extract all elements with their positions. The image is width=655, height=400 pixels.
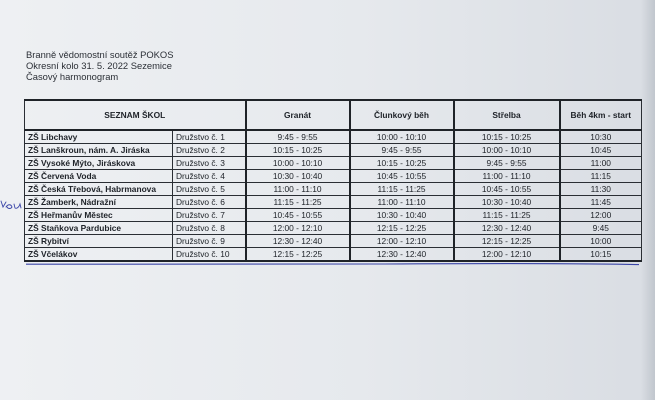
clunkovy-time: 10:30 - 10:40: [350, 209, 454, 222]
granat-time: 9:45 - 9:55: [246, 130, 350, 144]
strelba-time: 10:30 - 10:40: [454, 196, 560, 209]
beh-start-time: 10:30: [560, 130, 642, 144]
school-name: ZŠ Staňkova Pardubice: [25, 222, 173, 235]
clunkovy-time: 11:00 - 11:10: [350, 196, 454, 209]
team-label: Družstvo č. 1: [173, 130, 246, 144]
school-name: ZŠ Žamberk, Nádražní: [25, 196, 173, 209]
margin-note-handwriting: [0, 198, 26, 212]
school-name: ZŠ Heřmanův Městec: [25, 209, 173, 222]
strelba-time: 9:45 - 9:55: [454, 157, 560, 170]
table-row: [25, 144, 642, 157]
beh-start-time: 11:30: [560, 183, 642, 196]
beh-start-time: 12:00: [560, 209, 642, 222]
clunkovy-time: 10:45 - 10:55: [350, 170, 454, 183]
strelba-time: 12:15 - 12:25: [454, 235, 560, 248]
granat-time: 11:15 - 11:25: [246, 196, 350, 209]
clunkovy-time: 11:15 - 11:25: [350, 183, 454, 196]
granat-time: 10:45 - 10:55: [246, 209, 350, 222]
table-row: [25, 130, 642, 144]
table-row: [25, 235, 642, 248]
team-label: Družstvo č. 6: [173, 196, 246, 209]
team-label: Družstvo č. 5: [173, 183, 246, 196]
clunkovy-time: 12:15 - 12:25: [350, 222, 454, 235]
paper-shadow-edge: [641, 0, 655, 400]
school-name: ZŠ Včelákov: [25, 248, 173, 262]
header-title: Branně vědomostní soutěž POKOS: [26, 49, 174, 60]
beh-start-time: 10:15: [560, 248, 642, 262]
granat-time: 10:00 - 10:10: [246, 157, 350, 170]
column-header-schools: SEZNAM ŠKOL: [25, 100, 246, 130]
team-label: Družstvo č. 8: [173, 222, 246, 235]
table-row: [25, 248, 642, 262]
granat-time: 10:15 - 10:25: [246, 144, 350, 157]
handwritten-margin-note: [0, 198, 26, 212]
strelba-time: 11:00 - 11:10: [454, 170, 560, 183]
strelba-time: 10:45 - 10:55: [454, 183, 560, 196]
beh-start-time: 11:15: [560, 170, 642, 183]
team-label: Družstvo č. 3: [173, 157, 246, 170]
table-header-row: [25, 100, 642, 130]
margin-note-stroke: [1, 201, 21, 209]
school-name: ZŠ Červená Voda: [25, 170, 173, 183]
team-label: Družstvo č. 4: [173, 170, 246, 183]
clunkovy-time: 10:00 - 10:10: [350, 130, 454, 144]
granat-time: 12:15 - 12:25: [246, 248, 350, 262]
table-row: [25, 170, 642, 183]
header-subtitle: Okresní kolo 31. 5. 2022 Sezemice: [26, 60, 172, 72]
school-name: ZŠ Vysoké Mýto, Jiráskova: [25, 157, 173, 170]
header-schedule-label: Časový harmonogram: [26, 71, 119, 83]
granat-time: 12:00 - 12:10: [246, 222, 350, 235]
column-header-clunkovy-beh: Člunkový běh: [350, 100, 454, 130]
schedule-table: [24, 99, 642, 262]
team-label: Družstvo č. 10: [173, 248, 246, 262]
beh-start-time: 10:45: [560, 144, 642, 157]
clunkovy-time: 12:00 - 12:10: [350, 235, 454, 248]
clunkovy-time: 10:15 - 10:25: [350, 157, 454, 170]
team-label: Družstvo č. 9: [173, 235, 246, 248]
strelba-time: 12:30 - 12:40: [454, 222, 560, 235]
school-name: ZŠ Lanškroun, nám. A. Jiráska: [25, 144, 173, 157]
clunkovy-time: 9:45 - 9:55: [350, 144, 454, 157]
granat-time: 10:30 - 10:40: [246, 170, 350, 183]
team-label: Družstvo č. 2: [173, 144, 246, 157]
table-row: [25, 222, 642, 235]
school-name: ZŠ Rybitví: [25, 235, 173, 248]
beh-start-time: 11:45: [560, 196, 642, 209]
beh-start-time: 10:00: [560, 235, 642, 248]
table-row: [25, 157, 642, 170]
document-header: [26, 49, 173, 83]
clunkovy-time: 12:30 - 12:40: [350, 248, 454, 262]
column-header-strelba: Střelba: [454, 100, 560, 130]
column-header-granat: Granát: [246, 100, 350, 130]
table-row: [25, 209, 642, 222]
beh-start-time: 9:45: [560, 222, 642, 235]
table-row: [25, 196, 642, 209]
granat-time: 12:30 - 12:40: [246, 235, 350, 248]
strelba-time: 10:00 - 10:10: [454, 144, 560, 157]
column-header-beh-4km: Běh 4km - start: [560, 100, 642, 130]
strelba-time: 11:15 - 11:25: [454, 209, 560, 222]
team-label: Družstvo č. 7: [173, 209, 246, 222]
school-name: ZŠ Česká Třebová, Habrmanova: [25, 183, 173, 196]
table-row: [25, 183, 642, 196]
beh-start-time: 11:00: [560, 157, 642, 170]
strelba-time: 12:00 - 12:10: [454, 248, 560, 262]
granat-time: 11:00 - 11:10: [246, 183, 350, 196]
strelba-time: 10:15 - 10:25: [454, 130, 560, 144]
school-name: ZŠ Libchavy: [25, 130, 173, 144]
